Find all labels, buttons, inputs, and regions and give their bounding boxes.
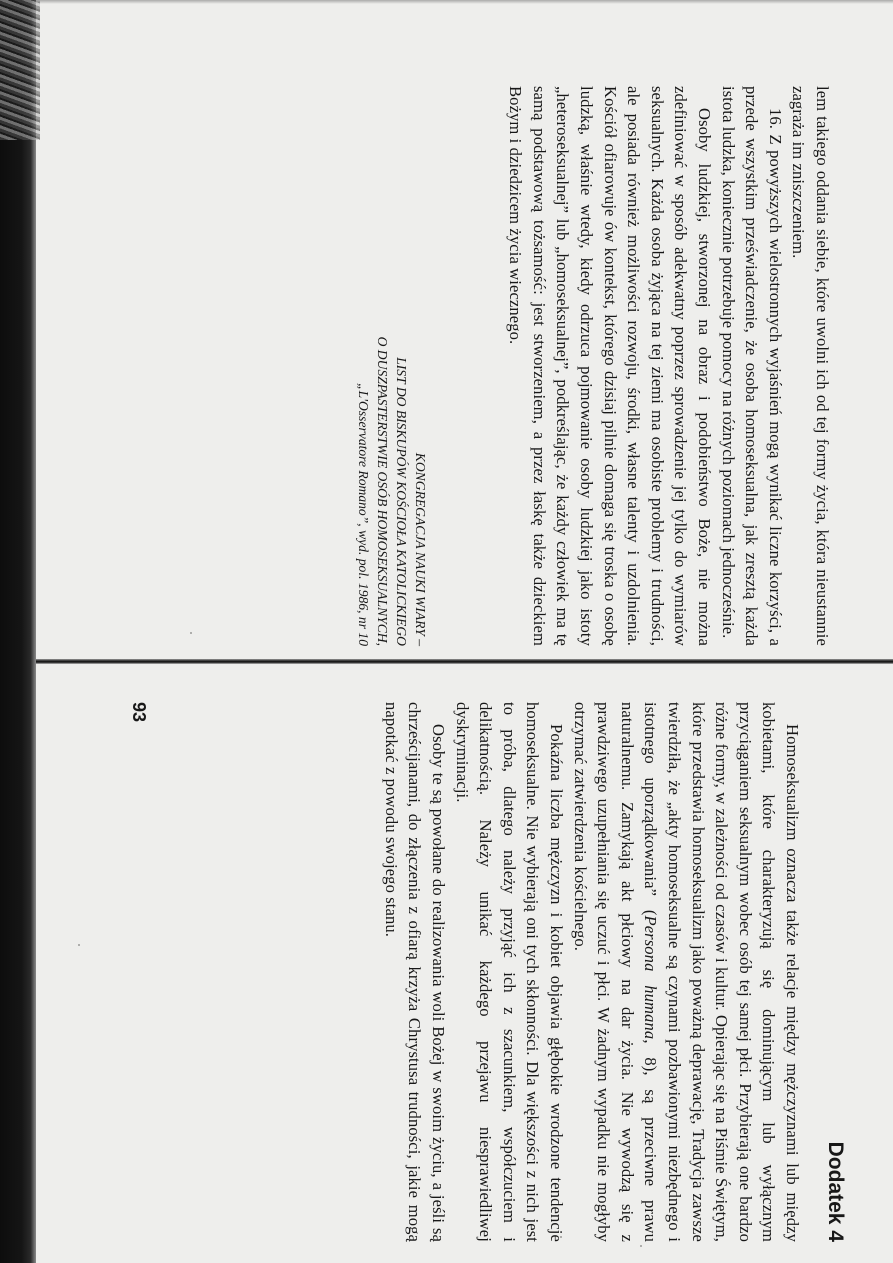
paragraph-16: 16. Z powyższych wielostronnych wyjaśnień mogą wynikać liczne korzyści, a przede wszystkim przeświadczenie, że osoba homoseksualna, jak zresztą każda istota ludzka, koniecznie potrzebuje pomocy na różnych poziomach jednocześnie.: [718, 86, 785, 646]
paragraph-tendencies: Pokaźna liczba mężczyzn i kobiet objawia głębokie wrodzone tendencje homoseksualne. Nie wybierają oni tych skłonności. Dla większości z nich jest to próba, dlatego należy przyjąć ich z szacunkiem, współczuciem i delikatnością. Należy unikać każdego przejawu niesprawiedliwej dyskryminacji.: [452, 702, 567, 1242]
page-number: 93: [129, 702, 149, 723]
paragraph-definition-end: , 8), są przeciwne prawu naturalnemu. Zamykają akt płciowy na dar życia. Nie wywodzą się z prawdziwego uzupełniania się uczuć i płci. W żadnym wypadku nie mogłyby otrzymać zatwierdzenia kościelnego.: [570, 702, 661, 1243]
page-upper: [134, 86, 834, 646]
paragraph-definition: [568, 702, 804, 1242]
signature-line-pastoral: O DUSZPASTERSTWIE OSÓB HOMOSEKSUALNYCH,: [374, 336, 390, 646]
signature-line-congregation: KONGREGACJA NAUKI WIARY –: [412, 452, 428, 646]
page-fold-divider: [36, 659, 893, 664]
citation-persona-humana: Persona humana: [641, 915, 661, 1040]
paragraph-definition-start: Homoseksualizm oznacza także relacje między mężczyznami lub między kobietami, które charakteryzują się dominującym lub wyłącznym przyciąganiem seksualnym wobec osób tej samej płci. Przybierają one bardzo różne formy, w zależności od czasów i kultur. Opierając się na Piśmie Świętym, które przedstawia homoseksualizm jako poważną deprawację, Tradycja zawsze twierdziła, że „akty homoseksualne są czynami pozbawionymi niezbędnego i istotnego uporządkowania” (: [641, 702, 802, 1242]
document-source-signature: [354, 86, 430, 646]
page-lower: [130, 702, 850, 1242]
scan-speck: [78, 944, 80, 946]
signature-line-letter: LIST DO BISKUPÓW KOŚCIOŁA KATOLICKIEGO: [393, 357, 409, 646]
appendix-heading: Dodatek 4: [824, 1141, 847, 1242]
book-binding-edge: [0, 0, 36, 1263]
paragraph-human-person: Osoby ludzkiej, stworzonej na obraz i podobieństwo Boże, nie można zdefiniować w sposób adekwatny poprzez sprowadzenie jej tylko do wymiarów seksualnych. Każda osoba żyjąca na tej ziemi ma osobiste problemy i trudności, ale posiada również możliwości rozwoju, środki, własne talenty i uzdolnienia. Kościół ofiarowuje ów kontekst, którego dzisiaj pilnie domaga się troska o osobę ludzką, właśnie wtedy, kiedy odrzuca pojmowanie osoby ludzkiej jako istoty „heteroseksualnej” lub „homoseksualnej”, podkreślając, że każdy człowiek ma tę samą podstawową tożsamość: jest stworzeniem, a przez łaskę także dzieckiem Bożym i dziedzicem życia wiecznego.: [506, 86, 715, 646]
page-top-shadow: [36, 0, 893, 4]
signature-line-publication: „L'Osservatore Romano”, wyd. pol. 1986, nr 10: [355, 383, 371, 646]
paragraph-vocation: Osoby te są powołane do realizowania woli Bożej w swoim życiu, a jeśli są chrześcijanami, do złączenia z ofiarą krzyża Chrystusa trudności, jakie mogą napotkać z powodu swojego stanu.: [381, 702, 449, 1242]
paragraph-continuation: lem takiego oddania siebie, które uwolni ich od tej formy życia, która nieustannie zagraża im zniszczeniem.: [789, 86, 832, 646]
scan-speck: [640, 1245, 642, 1247]
scan-artifact: [0, 0, 40, 140]
